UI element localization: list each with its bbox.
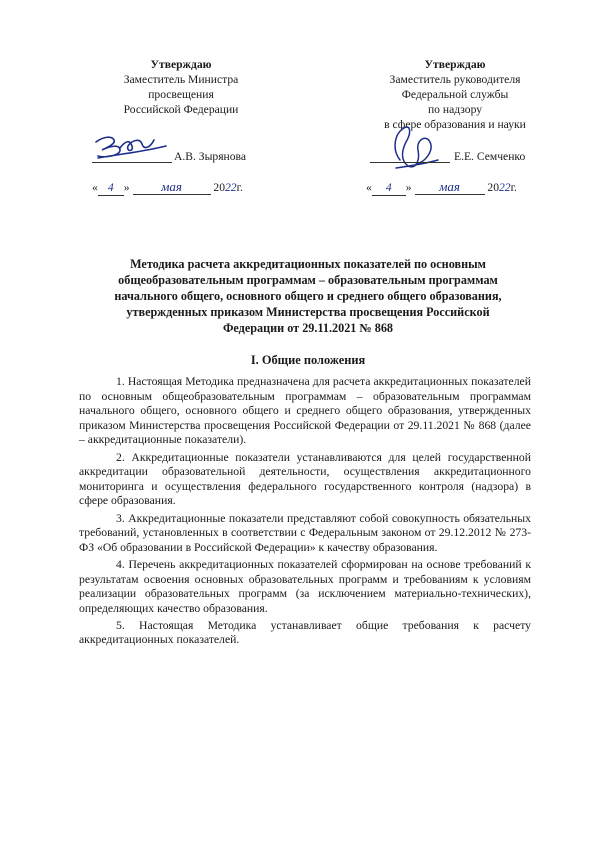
signer-name: А.В. Зырянова xyxy=(174,150,246,163)
paragraph: 1. Настоящая Методика предназначена для расчета аккредитационных показателей по основным общеобразовательным программам – образовательным программам начального общего, основного общего и среднего общего образования, утвержденных приказом Министерства просвещения Российской Федерации от 29.11.2021 № 868 (далее – аккредитационные показатели). xyxy=(79,375,531,447)
signature-row-right xyxy=(370,150,570,166)
paragraph: 3. Аккредитационные показатели представляют собой совокупность обязательных требований, установленных в соответствии с Федеральным законом от 29.12.2012 № 273-ФЗ «Об образовании в Российской Федерации» к качеству образования. xyxy=(79,511,531,554)
date-day: 4 xyxy=(372,181,406,196)
title-line: начального общего, основного общего и среднего общего образования, xyxy=(114,289,502,303)
paragraph: 4. Перечень аккредитационных показателей сформирован на основе требований к результатам освоения основных образовательных программ и требованиям к условиям реализации образовательных программ (за исключением материально-технических), определяющих качество образования. xyxy=(79,557,531,615)
approval-line: Заместитель руководителя xyxy=(389,73,521,86)
document-body xyxy=(79,375,531,651)
approval-line: просвещения xyxy=(148,88,214,101)
paragraph: 5. Настоящая Методика устанавливает общие требования к расчету аккредитационных показателей. xyxy=(79,618,531,647)
approval-date-right: « 4 » мая 2022г. xyxy=(366,179,517,194)
section-heading: I. Общие положения xyxy=(250,353,366,367)
approval-line: по надзору xyxy=(427,103,483,116)
signer-name: Е.Е. Семченко xyxy=(454,150,526,163)
signature-underline xyxy=(370,150,450,163)
title-line: Методика расчета аккредитационных показателей по основным xyxy=(130,257,486,271)
approval-block-right xyxy=(352,57,558,132)
approval-line: Заместитель Министра xyxy=(123,73,239,86)
approval-line: в сфере образования и науки xyxy=(384,118,526,131)
date-year-suffix: 22 xyxy=(499,181,511,194)
approval-block-left xyxy=(86,57,276,117)
approval-heading: Утверждаю xyxy=(150,58,212,71)
signature-underline xyxy=(92,150,172,163)
paragraph: 2. Аккредитационные показатели устанавливаются для целей государственной аккредитации образовательной деятельности, осуществления аккредитационного мониторинга и осуществления федерального государственного контроля (надзора) в сфере образования. xyxy=(79,450,531,508)
date-month: мая xyxy=(415,180,485,195)
signature-row-left xyxy=(92,150,282,166)
date-year-prefix: 20 xyxy=(213,181,225,194)
date-tail: г. xyxy=(236,181,243,194)
approval-line: Российской Федерации xyxy=(123,103,239,116)
date-month: мая xyxy=(133,180,211,195)
date-tail: г. xyxy=(510,181,517,194)
title-line: Федерации от 29.11.2021 № 868 xyxy=(222,321,394,335)
document-title xyxy=(80,256,536,336)
date-year-prefix: 20 xyxy=(487,181,499,194)
approval-line: Федеральной службы xyxy=(401,88,509,101)
date-day: 4 xyxy=(98,181,124,196)
title-line: утвержденных приказом Министерства просвещения Российской xyxy=(126,305,490,319)
date-year-suffix: 22 xyxy=(225,181,237,194)
title-line: общеобразовательным программам – образовательным программам xyxy=(118,273,498,287)
approval-date-left: « 4 » мая 2022г. xyxy=(92,179,243,194)
approval-heading: Утверждаю xyxy=(424,58,486,71)
